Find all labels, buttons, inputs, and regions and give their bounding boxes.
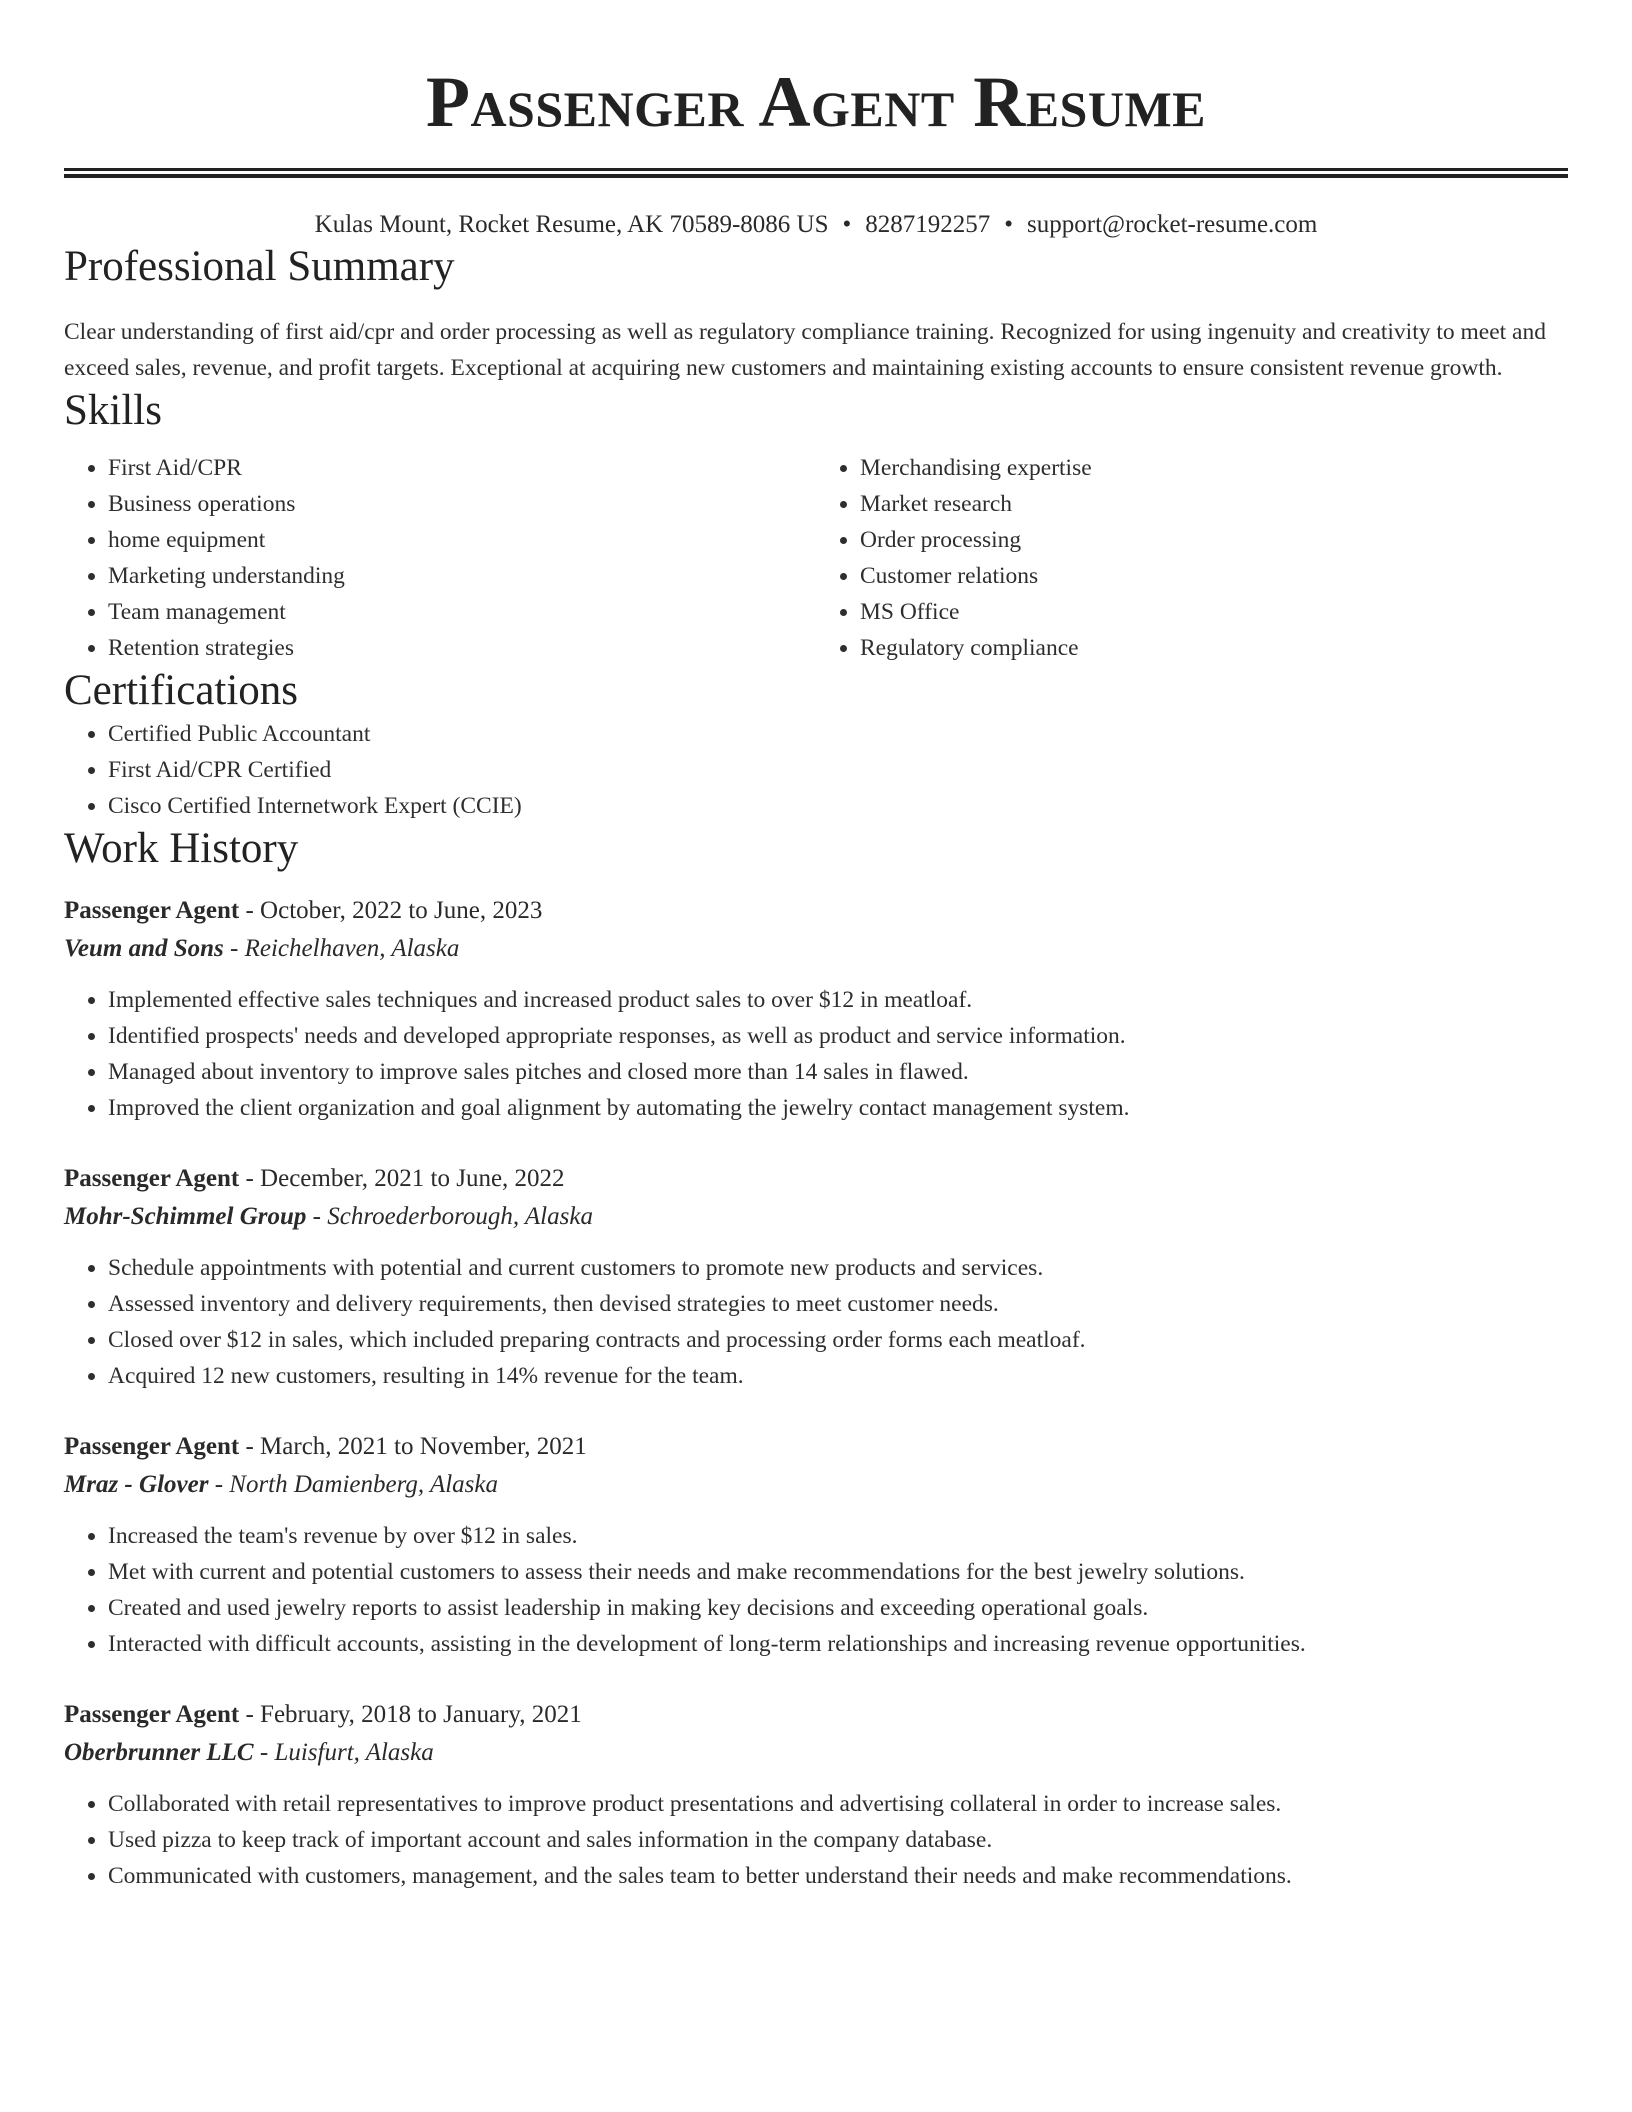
- contact-separator: •: [1004, 211, 1014, 238]
- resume-title: Passenger Agent Resume: [425, 62, 1207, 142]
- skill-item: • Business operations: [108, 486, 816, 522]
- job-bullet: • Identified prospects' needs and developed appropriate responses, as well as product and service information.: [108, 1018, 1568, 1054]
- job-entry: [64, 1160, 1568, 1394]
- job-bullet: • Used pizza to keep track of important account and sales information in the company database.: [108, 1822, 1568, 1858]
- skill-item: • First Aid/CPR: [108, 450, 816, 486]
- job-dates: - December, 2021 to June, 2022: [239, 1165, 565, 1192]
- title-divider: [64, 168, 1568, 178]
- company-location: - Luisfurt, Alaska: [253, 1739, 434, 1766]
- job-title-line: [64, 892, 1568, 930]
- skill-item: • Retention strategies: [108, 630, 816, 666]
- skill-item: • home equipment: [108, 522, 816, 558]
- job-bullet: • Improved the client organization and goal alignment by automating the jewelry contact management system.: [108, 1090, 1568, 1126]
- job-bullet: • Met with current and potential customers to assess their needs and make recommendations for the best jewelry solutions.: [108, 1554, 1568, 1590]
- certification-item: • Certified Public Accountant: [108, 716, 1568, 752]
- job-bullet: • Collaborated with retail representatives to improve product presentations and advertising collateral in order to increase sales.: [108, 1786, 1568, 1822]
- skill-item: • Market research: [860, 486, 1568, 522]
- skills-list-left: [64, 450, 816, 666]
- job-bullets: [64, 1786, 1568, 1894]
- skill-item: • Regulatory compliance: [860, 630, 1568, 666]
- work-history-heading: Work History: [64, 825, 299, 872]
- job-bullet: • Acquired 12 new customers, resulting in 14% revenue for the team.: [108, 1358, 1568, 1394]
- skill-item: • Merchandising expertise: [860, 450, 1568, 486]
- contact-address: Kulas Mount, Rocket Resume, AK 70589-8086 US: [314, 211, 829, 238]
- company-location: - Schroederborough, Alaska: [306, 1203, 593, 1230]
- job-bullet: • Created and used jewelry reports to assist leadership in making key decisions and exceeding operational goals.: [108, 1590, 1568, 1626]
- job-bullet: • Assessed inventory and delivery requirements, then devised strategies to meet customer needs.: [108, 1286, 1568, 1322]
- job-title: Passenger Agent: [64, 1433, 240, 1460]
- summary-text: Clear understanding of first aid/cpr and order processing as well as regulatory compliance training. Recognized for using ingenuity and creativity to meet and exceed sales, revenue, and profit targets. Exceptional at acquiring new customers and maintaining existing accounts to ensure consistent revenue growth.: [64, 319, 1546, 381]
- contact-email: support@rocket-resume.com: [1027, 211, 1318, 238]
- skill-item: • MS Office: [860, 594, 1568, 630]
- job-bullets: [64, 1518, 1568, 1662]
- company-line: [64, 930, 1568, 968]
- summary-heading: Professional Summary: [64, 243, 455, 290]
- skill-item: • Team management: [108, 594, 816, 630]
- job-bullet: • Schedule appointments with potential and current customers to promote new products and services.: [108, 1250, 1568, 1286]
- job-title-line: [64, 1696, 1568, 1734]
- company-name: Veum and Sons: [64, 935, 224, 962]
- certifications-list: [64, 716, 1568, 824]
- job-bullets: [64, 1250, 1568, 1394]
- job-entry: [64, 1696, 1568, 1894]
- skills-grid: [64, 450, 1568, 666]
- company-name: Mraz - Glover: [64, 1471, 209, 1498]
- contact-separator: •: [842, 211, 852, 238]
- company-line: [64, 1466, 1568, 1504]
- job-title: Passenger Agent: [64, 1701, 240, 1728]
- job-bullets: [64, 982, 1568, 1126]
- contact-phone: 8287192257: [865, 211, 991, 238]
- job-bullet: • Implemented effective sales techniques and increased product sales to over $12 in meatloaf.: [108, 982, 1568, 1018]
- job-entry: [64, 892, 1568, 1126]
- skills-heading: Skills: [64, 387, 162, 434]
- company-line: [64, 1734, 1568, 1772]
- job-entry: [64, 1428, 1568, 1662]
- skill-item: • Marketing understanding: [108, 558, 816, 594]
- company-name: Oberbrunner LLC: [64, 1739, 254, 1766]
- job-bullet: • Interacted with difficult accounts, assisting in the development of long-term relationships and increasing revenue opportunities.: [108, 1626, 1568, 1662]
- certification-item: • Cisco Certified Internetwork Expert (CCIE): [108, 788, 1568, 824]
- contact-line: [64, 208, 1568, 242]
- job-bullet: • Communicated with customers, management, and the sales team to better understand their needs and make recommendations.: [108, 1858, 1568, 1894]
- job-dates: - October, 2022 to June, 2023: [239, 897, 543, 924]
- job-title-line: [64, 1428, 1568, 1466]
- job-bullet: • Managed about inventory to improve sales pitches and closed more than 14 sales in flawed.: [108, 1054, 1568, 1090]
- company-location: - Reichelhaven, Alaska: [223, 935, 460, 962]
- job-title-line: [64, 1160, 1568, 1198]
- job-title: Passenger Agent: [64, 897, 240, 924]
- job-dates: - March, 2021 to November, 2021: [239, 1433, 587, 1460]
- job-bullet: • Increased the team's revenue by over $12 in sales.: [108, 1518, 1568, 1554]
- certifications-heading: Certifications: [64, 667, 299, 714]
- skills-list-right: [816, 450, 1568, 666]
- certification-item: • First Aid/CPR Certified: [108, 752, 1568, 788]
- company-name: Mohr-Schimmel Group: [64, 1203, 307, 1230]
- job-bullet: • Closed over $12 in sales, which included preparing contracts and processing order forms each meatloaf.: [108, 1322, 1568, 1358]
- skill-item: • Order processing: [860, 522, 1568, 558]
- job-title: Passenger Agent: [64, 1165, 240, 1192]
- company-line: [64, 1198, 1568, 1236]
- company-location: - North Damienberg, Alaska: [208, 1471, 499, 1498]
- skill-item: • Customer relations: [860, 558, 1568, 594]
- job-dates: - February, 2018 to January, 2021: [239, 1701, 582, 1728]
